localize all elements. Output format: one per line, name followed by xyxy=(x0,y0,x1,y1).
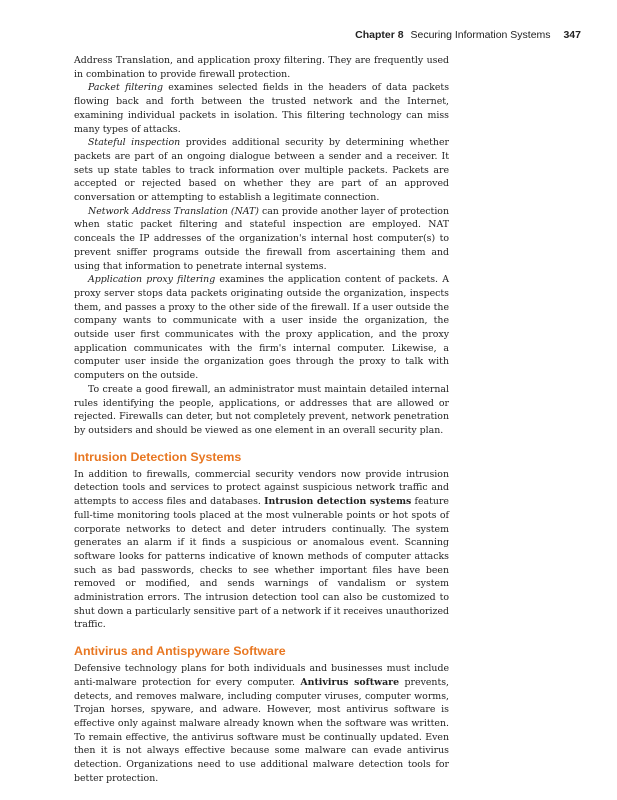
paragraph-antivirus xyxy=(74,662,449,785)
paragraph-packet-filtering xyxy=(74,81,449,136)
term-antivirus: Antivirus software xyxy=(300,676,400,688)
running-header xyxy=(355,29,581,41)
heading-intrusion-detection: Intrusion Detection Systems xyxy=(74,449,242,464)
paragraph-text: Defensive technology plans for both individuals and businesses must include anti-malware protection for every computer. xyxy=(74,663,449,688)
term-application-proxy: Application proxy filtering xyxy=(88,274,216,286)
term-packet-filtering: Packet filtering xyxy=(88,82,164,94)
chapter-label: Chapter 8 xyxy=(355,29,404,41)
paragraph-nat xyxy=(74,205,449,274)
term-nat: Network Address Translation (NAT) xyxy=(88,205,259,217)
paragraph-text: examines the application content of packets. A proxy server stops data packets originating outside the organization, inspects them, and passes a proxy to the other side of the firewall. If a user outside the company wants to communicate with a user inside the organization, the outside user first communicates with the proxy application, and the proxy application communicates with the firm's internal computer. Likewise, a computer user inside the organization goes through the proxy to talk with computers on the outside. xyxy=(74,274,449,382)
paragraph-continued xyxy=(74,54,449,81)
heading-antivirus: Antivirus and Antispyware Software xyxy=(74,644,286,659)
paragraph-text: feature full-time monitoring tools placed at the most vulnerable points or hot spots of corporate networks to detect and deter intruders continually. The system generates an alarm if it finds a suspicious or anomalous event. Scanning software looks for patterns indicative of known methods of computer attacks such as bad passwords, checks to see whether important files have been removed or modified, and sends warnings of vandalism or system administration errors. The intrusion detection tool can also be customized to shut down a particularly sensitive part of a network if it receives unauthorized traffic. xyxy=(74,496,449,631)
paragraph-text: To create a good firewall, an administrator must maintain detailed internal rules identifying the people, applications, or addresses that are allowed or rejected. Firewalls can deter, but not completely prevent, network penetration by outsiders and should be viewed as one element in an overall security plan. xyxy=(74,383,449,436)
page-number: 347 xyxy=(563,29,581,41)
paragraph-application-proxy xyxy=(74,273,449,383)
paragraph-text: examines selected fields in the headers of data packets flowing back and forth between the trusted network and the Internet, examining individual packets in isolation. This filtering technology can miss many types of attacks. xyxy=(74,82,450,135)
paragraph-text: Address Translation, and application proxy filtering. They are frequently used in combination to provide firewall protection. xyxy=(74,55,449,80)
term-stateful-inspection: Stateful inspection xyxy=(88,137,181,149)
paragraph-text: In addition to firewalls, commercial security vendors now provide intrusion detection tools and services to protect against suspicious network traffic and attempts to access files and databases. xyxy=(74,468,449,508)
body-text xyxy=(74,54,449,785)
paragraph-firewall-rules xyxy=(74,383,449,438)
paragraph-text: provides additional security by determining whether packets are part of an ongoing dialogue between a sender and a receiver. It sets up state tables to track information over multiple packets. Packets are accepted or rejected based on whether they are part of an approved conversation or attempting to establish a legitimate connection. xyxy=(74,137,449,204)
term-intrusion-detection: Intrusion detection systems xyxy=(264,496,412,508)
chapter-title: Securing Information Systems xyxy=(410,29,551,41)
paragraph-text: prevents, detects, and removes malware, including computer viruses, computer worms, Trojan horses, spyware, and adware. However, most antivirus software is effective only against malware already known when the software was written. To remain effective, the antivirus software must be continually updated. Even then it is not always effective because some malware can evade antivirus detection. Organizations need to use additional malware detection tools for better protection. xyxy=(74,676,450,784)
paragraph-intrusion-detection xyxy=(74,468,449,632)
paragraph-text: can provide another layer of protection when static packet filtering and stateful inspection are employed. NAT conceals the IP addresses of the organization's internal host computer(s) to prevent sniffer programs outside the firewall from ascertaining them and using that information to penetrate internal systems. xyxy=(74,205,449,272)
paragraph-stateful-inspection xyxy=(74,136,449,205)
